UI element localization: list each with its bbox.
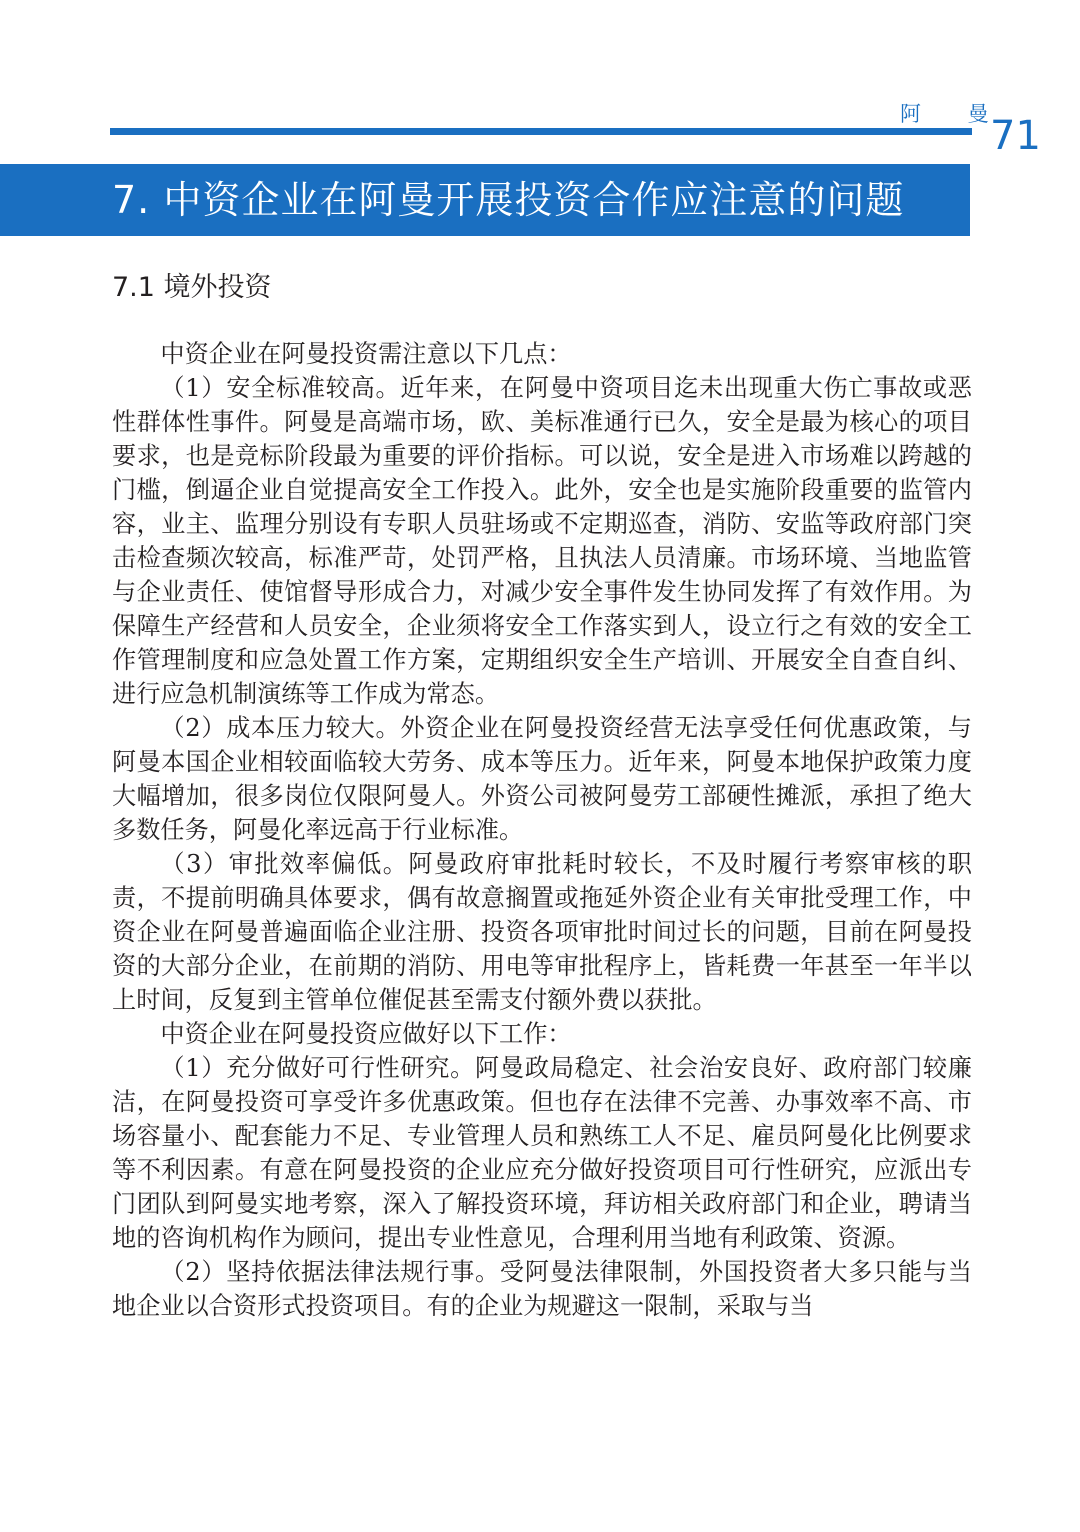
paragraph-legal-compliance: （2）坚持依据法律法规行事。受阿曼法律限制，外国投资者大多只能与当地企业以合资形式投资项目。有的企业为规避这一限制，采取与当: [112, 1258, 972, 1320]
chapter-title: 7. 中资企业在阿曼开展投资合作应注意的问题: [112, 178, 905, 222]
paragraph-cost-pressure: （2）成本压力较大。外资企业在阿曼投资经营无法享受任何优惠政策，与阿曼本国企业相较面临较大劳务、成本等压力。近年来，阿曼本地保护政策力度大幅增加，很多岗位仅限阿曼人。外资公司被阿曼劳工部硬性摊派，承担了绝大多数任务，阿曼化率远高于行业标准。: [112, 714, 972, 844]
paragraph-safety-standards: （1）安全标准较高。近年来，在阿曼中资项目迄未出现重大伤亡事故或恶性群体性事件。阿曼是高端市场，欧、美标准通行已久，安全是最为核心的项目要求，也是竞标阶段最为重要的评价指标。可以说，安全是进入市场难以跨越的门槛，倒逼企业自觉提高安全工作投入。此外，安全也是实施阶段重要的监管内容，业主、监理分别设有专职人员驻场或不定期巡查，消防、安监等政府部门突击检查频次较高，标准严苛，处罚严格，且执法人员清廉。市场环境、当地监管与企业责任、使馆督导形成合力，对减少安全事件发生协同发挥了有效作用。为保障生产经营和人员安全，企业须将安全工作落实到人，设立行之有效的安全工作管理制度和应急处置工作方案，定期组织安全生产培训、开展安全自查自纠、进行应急机制演练等工作成为常态。: [112, 374, 972, 708]
body-text: [112, 337, 972, 1323]
page-number: 71: [990, 113, 1041, 159]
paragraph-intro-work: 中资企业在阿曼投资应做好以下工作：: [160, 1020, 572, 1048]
section-heading: 7.1 境外投资: [112, 272, 272, 303]
header-rule: [110, 128, 972, 135]
paragraph-intro-notes: 中资企业在阿曼投资需注意以下几点：: [160, 340, 572, 368]
running-header-country: 阿 曼: [900, 102, 1009, 126]
paragraph-approval-efficiency: （3）审批效率偏低。阿曼政府审批耗时较长，不及时履行考察审核的职责，不提前明确具体要求，偶有故意搁置或拖延外资企业有关审批受理工作，中资企业在阿曼普遍面临企业注册、投资各项审批时间过长的问题，目前在阿曼投资的大部分企业，在前期的消防、用电等审批程序上，皆耗费一年甚至一年半以上时间，反复到主管单位催促甚至需支付额外费以获批。: [112, 850, 972, 1014]
paragraph-feasibility-study: （1）充分做好可行性研究。阿曼政局稳定、社会治安良好、政府部门较廉洁，在阿曼投资可享受许多优惠政策。但也存在法律不完善、办事效率不高、市场容量小、配套能力不足、专业管理人员和熟练工人不足、雇员阿曼化比例要求等不利因素。有意在阿曼投资的企业应充分做好投资项目可行性研究，应派出专门团队到阿曼实地考察，深入了解投资环境，拜访相关政府部门和企业，聘请当地的咨询机构作为顾问，提出专业性意见，合理利用当地有利政策、资源。: [112, 1054, 972, 1252]
